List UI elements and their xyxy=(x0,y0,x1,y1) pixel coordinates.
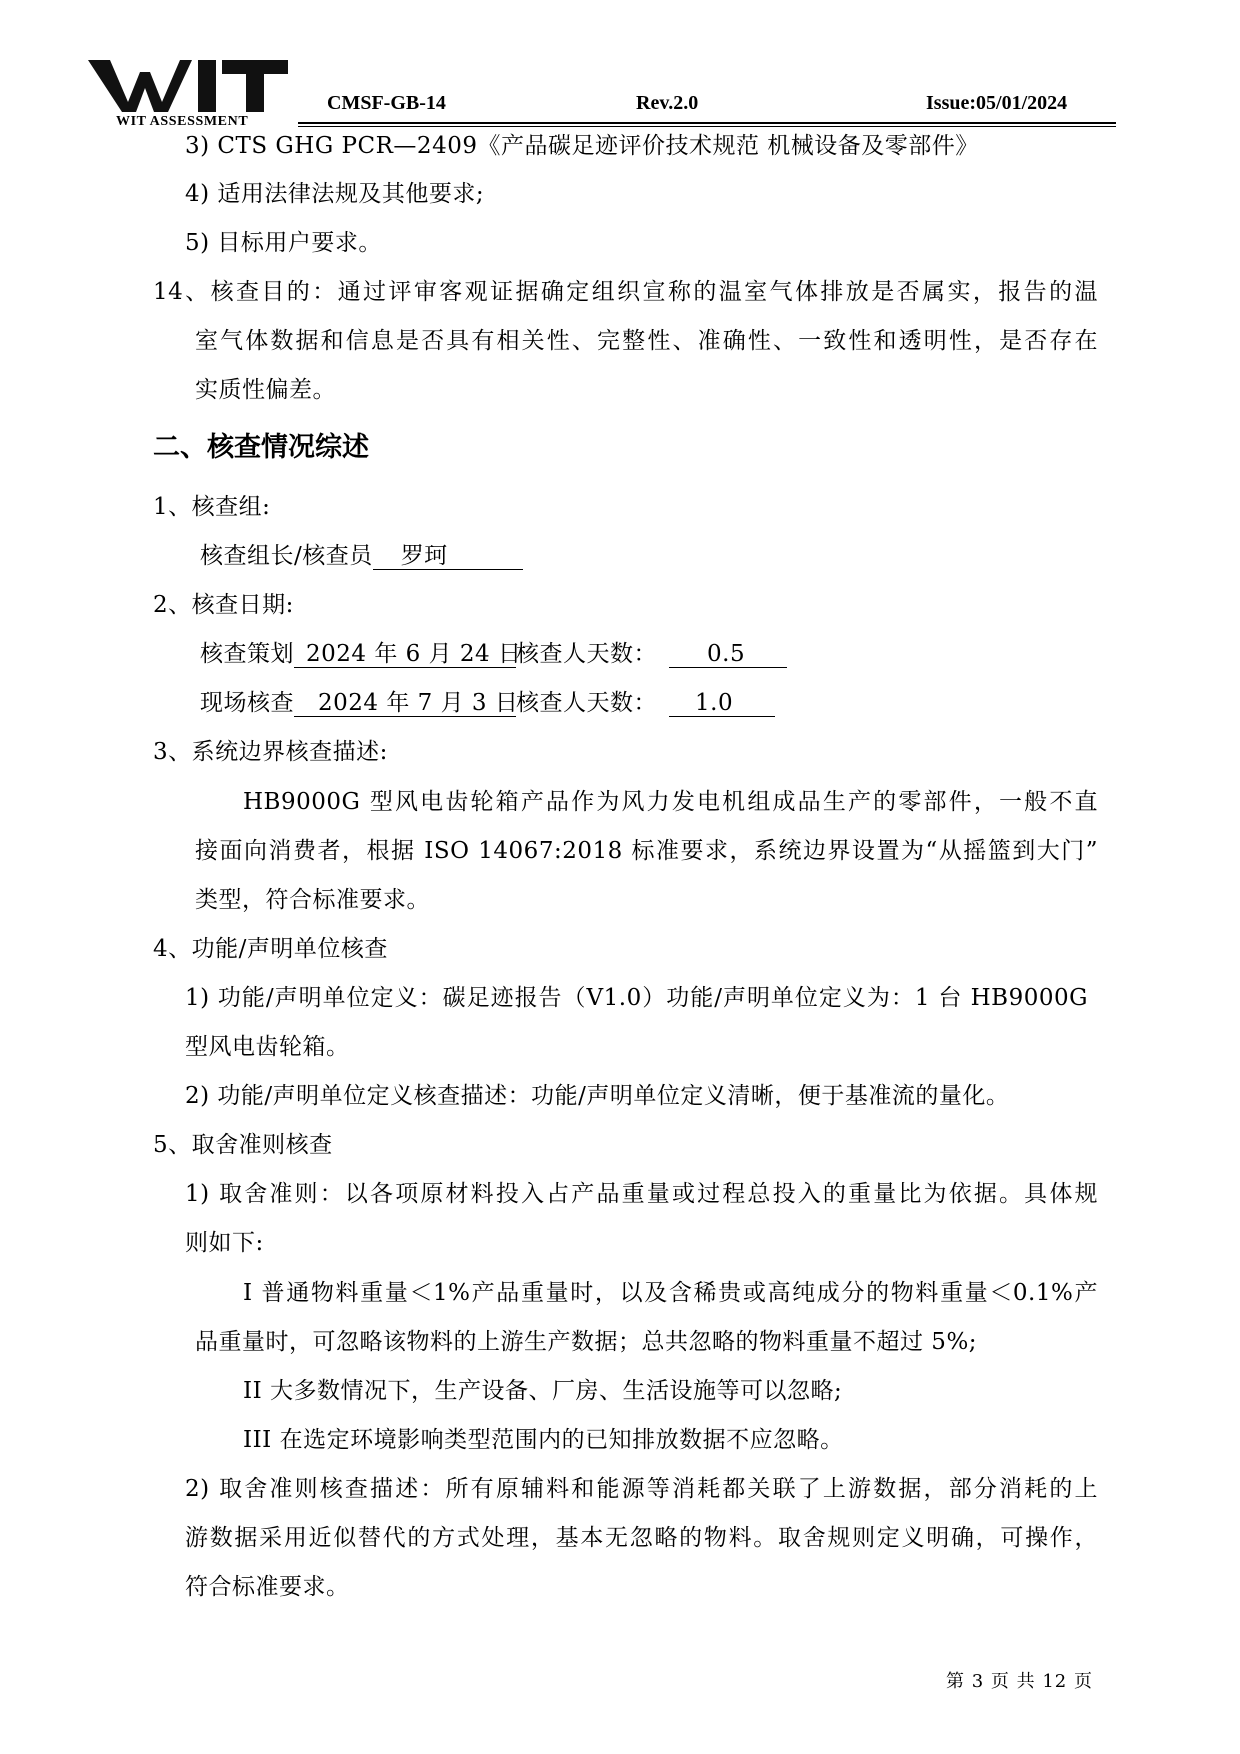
date-label: 2、核查日期: xyxy=(153,592,294,618)
onsite-date-line xyxy=(200,687,775,719)
section-title: 二、核查情况综述 xyxy=(153,432,369,463)
objective-line-2: 室气体数据和信息是否具有相关性、完整性、准确性、一致性和透明性，是否存在 xyxy=(195,328,1098,354)
revision: Rev.2.0 xyxy=(636,92,699,114)
rule-1-line-1: I 普通物料重量＜1%产品重量时，以及含稀贵或高纯成分的物料重量＜0.1%产 xyxy=(243,1280,1098,1306)
onsite-label: 现场核查 xyxy=(200,690,294,716)
rule-3: III 在选定环境影响类型范围内的已知排放数据不应忽略。 xyxy=(243,1427,844,1453)
cutoff-item-2-line-2: 游数据采用近似替代的方式处理，基本无忽略的物料。取舍规则定义明确，可操作， xyxy=(185,1525,1098,1551)
boundary-line-3: 类型，符合标准要求。 xyxy=(195,887,430,913)
boundary-line-2: 接面向消费者，根据 ISO 14067:2018 标准要求，系统边界设置为“从摇篮到大门” xyxy=(195,838,1098,864)
cutoff-label: 5、取舍准则核查 xyxy=(153,1132,333,1158)
rule-1-line-2: 品重量时，可忽略该物料的上游生产数据；总共忽略的物料重量不超过 5%; xyxy=(195,1329,978,1355)
plan-date: 2024 年 6 月 24 日 xyxy=(294,641,516,668)
rule-2: II 大多数情况下，生产设备、厂房、生活设施等可以忽略; xyxy=(243,1378,843,1404)
plan-days-label: 核查人天数： xyxy=(516,641,657,667)
onsite-days-label: 核查人天数： xyxy=(516,690,657,716)
doc-code: CMSF-GB-14 xyxy=(327,92,446,114)
cutoff-item-2-line-1: 2) 取舍准则核查描述：所有原辅料和能源等消耗都关联了上游数据，部分消耗的上 xyxy=(185,1476,1098,1502)
cutoff-item-1-line-2: 则如下: xyxy=(185,1230,264,1256)
unit-item-2: 2) 功能/声明单位定义核查描述：功能/声明单位定义清晰，便于基准流的量化。 xyxy=(185,1083,1010,1109)
page-number: 第 3 页 共 12 页 xyxy=(946,1671,1093,1692)
wit-logo-mark xyxy=(88,58,288,114)
scope-item-3: 3) CTS GHG PCR—2409《产品碳足迹评价技术规范 机械设备及零部件》 xyxy=(185,133,979,159)
boundary-line-1: HB9000G 型风电齿轮箱产品作为风力发电机组成品生产的零部件，一般不直 xyxy=(243,789,1098,815)
unit-item-1-line-2: 型风电齿轮箱。 xyxy=(185,1034,350,1060)
header-rule-top xyxy=(298,122,1116,124)
onsite-date: 2024 年 7 月 3 日 xyxy=(294,690,516,717)
header-rule-bottom xyxy=(298,126,1116,127)
plan-label: 核查策划 xyxy=(200,641,294,667)
unit-item-1-line-1: 1) 功能/声明单位定义：碳足迹报告（V1.0）功能/声明单位定义为：1 台 HB9000G xyxy=(185,985,1088,1011)
objective-line-1: 14、核查目的：通过评审客观证据确定组织宣称的温室气体排放是否属实，报告的温 xyxy=(153,279,1098,305)
boundary-label: 3、系统边界核查描述: xyxy=(153,739,388,765)
scope-item-5: 5) 目标用户要求。 xyxy=(185,230,382,256)
team-line-prefix: 核查组长/核查员 xyxy=(200,543,373,569)
logo-caption: WIT ASSESSMENT xyxy=(116,114,249,129)
plan-date-line xyxy=(200,638,787,670)
cutoff-item-1-line-1: 1) 取舍准则：以各项原材料投入占产品重量或过程总投入的重量比为依据。具体规 xyxy=(185,1181,1098,1207)
issue-date: Issue:05/01/2024 xyxy=(926,92,1068,114)
team-line xyxy=(200,540,523,572)
onsite-days: 1.0 xyxy=(669,690,775,717)
cutoff-item-2-line-3: 符合标准要求。 xyxy=(185,1574,350,1600)
plan-days: 0.5 xyxy=(669,641,787,668)
objective-line-3: 实质性偏差。 xyxy=(195,377,336,403)
scope-item-4: 4) 适用法律法规及其他要求; xyxy=(185,181,485,207)
team-member: 罗珂 xyxy=(373,543,523,570)
team-label: 1、核查组: xyxy=(153,494,271,520)
unit-label: 4、功能/声明单位核查 xyxy=(153,936,388,962)
